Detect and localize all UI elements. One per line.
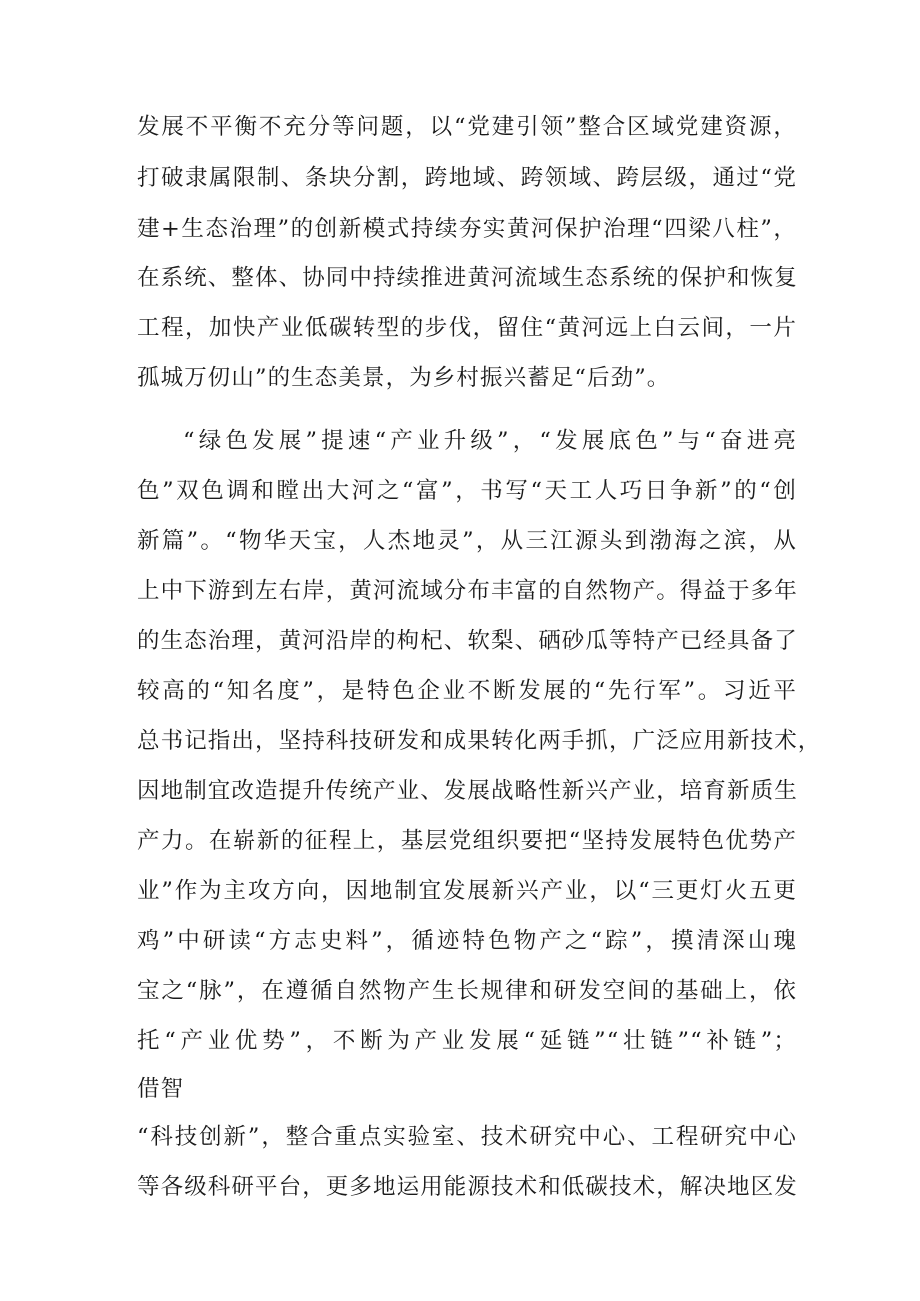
paragraph-2-line-15: “科技创新”，整合重点实验室、技术研究中心、工程研究中心 xyxy=(137,1124,797,1150)
paragraph-2-line-2: 色”双色调和瞠出大河之“富”，书写“天工人巧日争新”的“创 xyxy=(137,478,797,504)
paragraph-1-line-1: 发展不平衡不充分等问题，以“党建引领”整合区域党建资源， xyxy=(137,114,797,140)
paragraph-2-line-9: 产力。在崭新的征程上，基层党组织要把“坚持发展特色优势产 xyxy=(137,828,797,854)
paragraph-1-line-3: 建+生态治理”的创新模式持续夯实黄河保护治理“四梁八柱”， xyxy=(137,216,797,242)
paragraph-2-line-4: 上中下游到左右岸，黄河流域分布丰富的自然物产。得益于多年 xyxy=(137,578,798,604)
paragraph-2-line-5: 的生态治理，黄河沿岸的枸杞、软梨、硒砂瓜等特产已经具备了 xyxy=(137,628,798,654)
paragraph-1-line-5: 工程，加快产业低碳转型的步伐，留住“黄河远上白云间，一片 xyxy=(137,315,797,341)
paragraph-2-line-11: 鸡”中研读“方志史料”，循迹特色物产之“踪”，摸清深山瑰 xyxy=(137,928,797,954)
paragraph-2-line-16: 等各级科研平台，更多地运用能源技术和低碳技术，解决地区发 xyxy=(137,1174,798,1200)
paragraph-2-line-7: 总书记指出，坚持科技研发和成果转化两手抓，广泛应用新技术， xyxy=(137,728,822,754)
paragraph-1-line-2: 打破隶属限制、条块分割，跨地域、跨领域、跨层级，通过“党 xyxy=(137,165,797,191)
paragraph-2-line-12: 宝之“脉”，在遵循自然物产生长规律和研发空间的基础上，依 xyxy=(137,978,797,1004)
paragraph-2-line-13: 托“产业优势”，不断为产业发展“延链”“壮链”“补链”； xyxy=(137,1028,797,1054)
paragraph-1-line-4: 在系统、整体、协同中持续推进黄河流域生态系统的保护和恢复 xyxy=(137,265,798,291)
paragraph-2-line-3: 新篇”。“物华天宝，人杰地灵”，从三江源头到渤海之滨，从 xyxy=(137,528,797,554)
paragraph-2-line-8: 因地制宜改造提升传统产业、发展战略性新兴产业，培育新质生 xyxy=(137,778,798,804)
paragraph-2-line-1: “绿色发展”提速“产业升级”，“发展底色”与“奋进亮 xyxy=(183,428,797,454)
paragraph-2-line-10: 业”作为主攻方向，因地制宜发展新兴产业，以“三更灯火五更 xyxy=(137,878,797,904)
paragraph-2-line-14: 借智 xyxy=(137,1076,185,1102)
paragraph-2-line-6: 较高的“知名度”，是特色企业不断发展的“先行军”。习近平 xyxy=(137,678,797,704)
paragraph-1-line-6: 孤城万仞山”的生态美景，为乡村振兴蓄足“后劲”。 xyxy=(137,365,671,391)
